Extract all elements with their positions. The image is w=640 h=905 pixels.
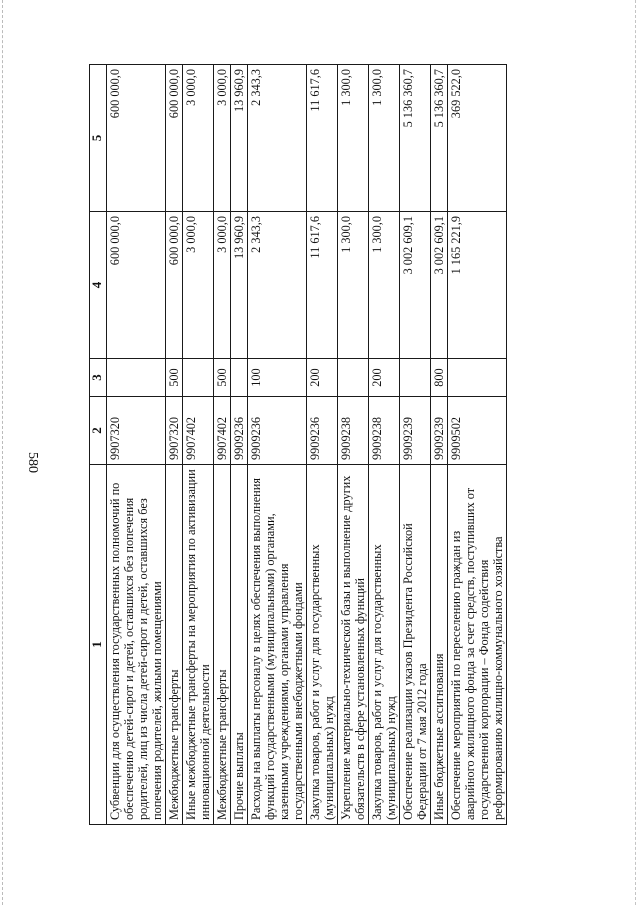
row-name: Укрепление материально-технической базы и выполнение других обязательств в сфере установленных функций bbox=[338, 465, 369, 825]
row-expense-type bbox=[400, 359, 431, 397]
row-amount-5: 5 136 360,7 bbox=[431, 65, 448, 212]
rotated-table-container bbox=[89, 65, 635, 825]
row-amount-5: 2 343,3 bbox=[248, 65, 307, 212]
column-header-3: 3 bbox=[90, 359, 107, 397]
column-header-5: 5 bbox=[90, 65, 107, 212]
row-name: Расходы на выплаты персоналу в целях обеспечения выполнения функций государственными (муниципальными) органами, казенными учреждениями, органами управления государственными внебюджетными фондами bbox=[248, 465, 307, 825]
row-name: Обеспечение мероприятий по переселению граждан из аварийного жилищного фонда за счет средств, поступивших от государственной корпорации – Фонда содействия реформированию жилищно-коммунального хозяйства bbox=[448, 465, 507, 825]
table-row bbox=[369, 65, 400, 825]
row-name: Обеспечение реализации указов Президента Российской Федерации от 7 мая 2012 года bbox=[400, 465, 431, 825]
table-row bbox=[107, 65, 166, 825]
row-code: 9909236 bbox=[231, 397, 248, 465]
row-code: 9907320 bbox=[166, 397, 183, 465]
column-header-2: 2 bbox=[90, 397, 107, 465]
row-code: 9909238 bbox=[338, 397, 369, 465]
row-amount-4: 3 000,0 bbox=[214, 212, 231, 359]
row-name: Закупка товаров, работ и услуг для государственных (муниципальных) нужд bbox=[307, 465, 338, 825]
row-code: 9909238 bbox=[369, 397, 400, 465]
row-amount-5: 3 000,0 bbox=[214, 65, 231, 212]
column-header-4: 4 bbox=[90, 212, 107, 359]
scan-edge-left bbox=[2, 0, 4, 905]
page-number: 580 bbox=[25, 452, 40, 473]
column-header-1: 1 bbox=[90, 465, 107, 825]
row-code: 9907402 bbox=[214, 397, 231, 465]
table-row bbox=[214, 65, 231, 825]
row-expense-type bbox=[231, 359, 248, 397]
row-amount-4: 13 960,9 bbox=[231, 212, 248, 359]
row-code: 9909502 bbox=[448, 397, 507, 465]
row-name: Межбюджетные трансферты bbox=[214, 465, 231, 825]
row-expense-type: 100 bbox=[248, 359, 307, 397]
row-amount-5: 600 000,0 bbox=[107, 65, 166, 212]
row-code: 9907320 bbox=[107, 397, 166, 465]
row-amount-5: 13 960,9 bbox=[231, 65, 248, 212]
table-row bbox=[166, 65, 183, 825]
budget-table bbox=[89, 64, 507, 825]
row-code: 9907402 bbox=[183, 397, 214, 465]
row-amount-5: 369 522,0 bbox=[448, 65, 507, 212]
table-row bbox=[307, 65, 338, 825]
table-row bbox=[431, 65, 448, 825]
row-code: 9909236 bbox=[248, 397, 307, 465]
row-name: Субвенции для осуществления государственных полномочий по обеспечению детей-сирот и детей, оставшихся без попечения родителей, лиц из числа детей-сирот и детей, оставшихся без попечения родителей, жилыми помещениями bbox=[107, 465, 166, 825]
row-amount-5: 5 136 360,7 bbox=[400, 65, 431, 212]
row-amount-4: 3 002 609,1 bbox=[400, 212, 431, 359]
row-name: Межбюджетные трансферты bbox=[166, 465, 183, 825]
row-amount-4: 3 002 609,1 bbox=[431, 212, 448, 359]
row-amount-4: 1 300,0 bbox=[338, 212, 369, 359]
row-amount-4: 1 300,0 bbox=[369, 212, 400, 359]
row-code: 9909239 bbox=[400, 397, 431, 465]
row-name: Иные межбюджетные трансферты на мероприятия по активизации инновационной деятельности bbox=[183, 465, 214, 825]
row-amount-4: 600 000,0 bbox=[107, 212, 166, 359]
row-name: Иные бюджетные ассигнования bbox=[431, 465, 448, 825]
row-expense-type: 500 bbox=[214, 359, 231, 397]
row-amount-5: 1 300,0 bbox=[369, 65, 400, 212]
row-amount-4: 600 000,0 bbox=[166, 212, 183, 359]
row-amount-5: 600 000,0 bbox=[166, 65, 183, 212]
table-row bbox=[448, 65, 507, 825]
row-expense-type bbox=[448, 359, 507, 397]
row-amount-4: 1 165 221,9 bbox=[448, 212, 507, 359]
row-expense-type: 500 bbox=[166, 359, 183, 397]
scan-edge-right bbox=[635, 0, 637, 905]
table-row bbox=[231, 65, 248, 825]
row-expense-type bbox=[183, 359, 214, 397]
table-row bbox=[338, 65, 369, 825]
row-amount-5: 3 000,0 bbox=[183, 65, 214, 212]
table-row bbox=[248, 65, 307, 825]
row-amount-5: 1 300,0 bbox=[338, 65, 369, 212]
row-expense-type: 200 bbox=[369, 359, 400, 397]
row-expense-type bbox=[107, 359, 166, 397]
table-row bbox=[183, 65, 214, 825]
row-amount-4: 3 000,0 bbox=[183, 212, 214, 359]
row-name: Прочие выплаты bbox=[231, 465, 248, 825]
row-code: 9909236 bbox=[307, 397, 338, 465]
row-amount-4: 11 617,6 bbox=[307, 212, 338, 359]
row-name: Закупка товаров, работ и услуг для государственных (муниципальных) нужд bbox=[369, 465, 400, 825]
row-expense-type: 200 bbox=[307, 359, 338, 397]
row-amount-4: 2 343,3 bbox=[248, 212, 307, 359]
row-code: 9909239 bbox=[431, 397, 448, 465]
row-expense-type: 800 bbox=[431, 359, 448, 397]
table-header-row bbox=[90, 65, 107, 825]
row-amount-5: 11 617,6 bbox=[307, 65, 338, 212]
table-row bbox=[400, 65, 431, 825]
row-expense-type bbox=[338, 359, 369, 397]
